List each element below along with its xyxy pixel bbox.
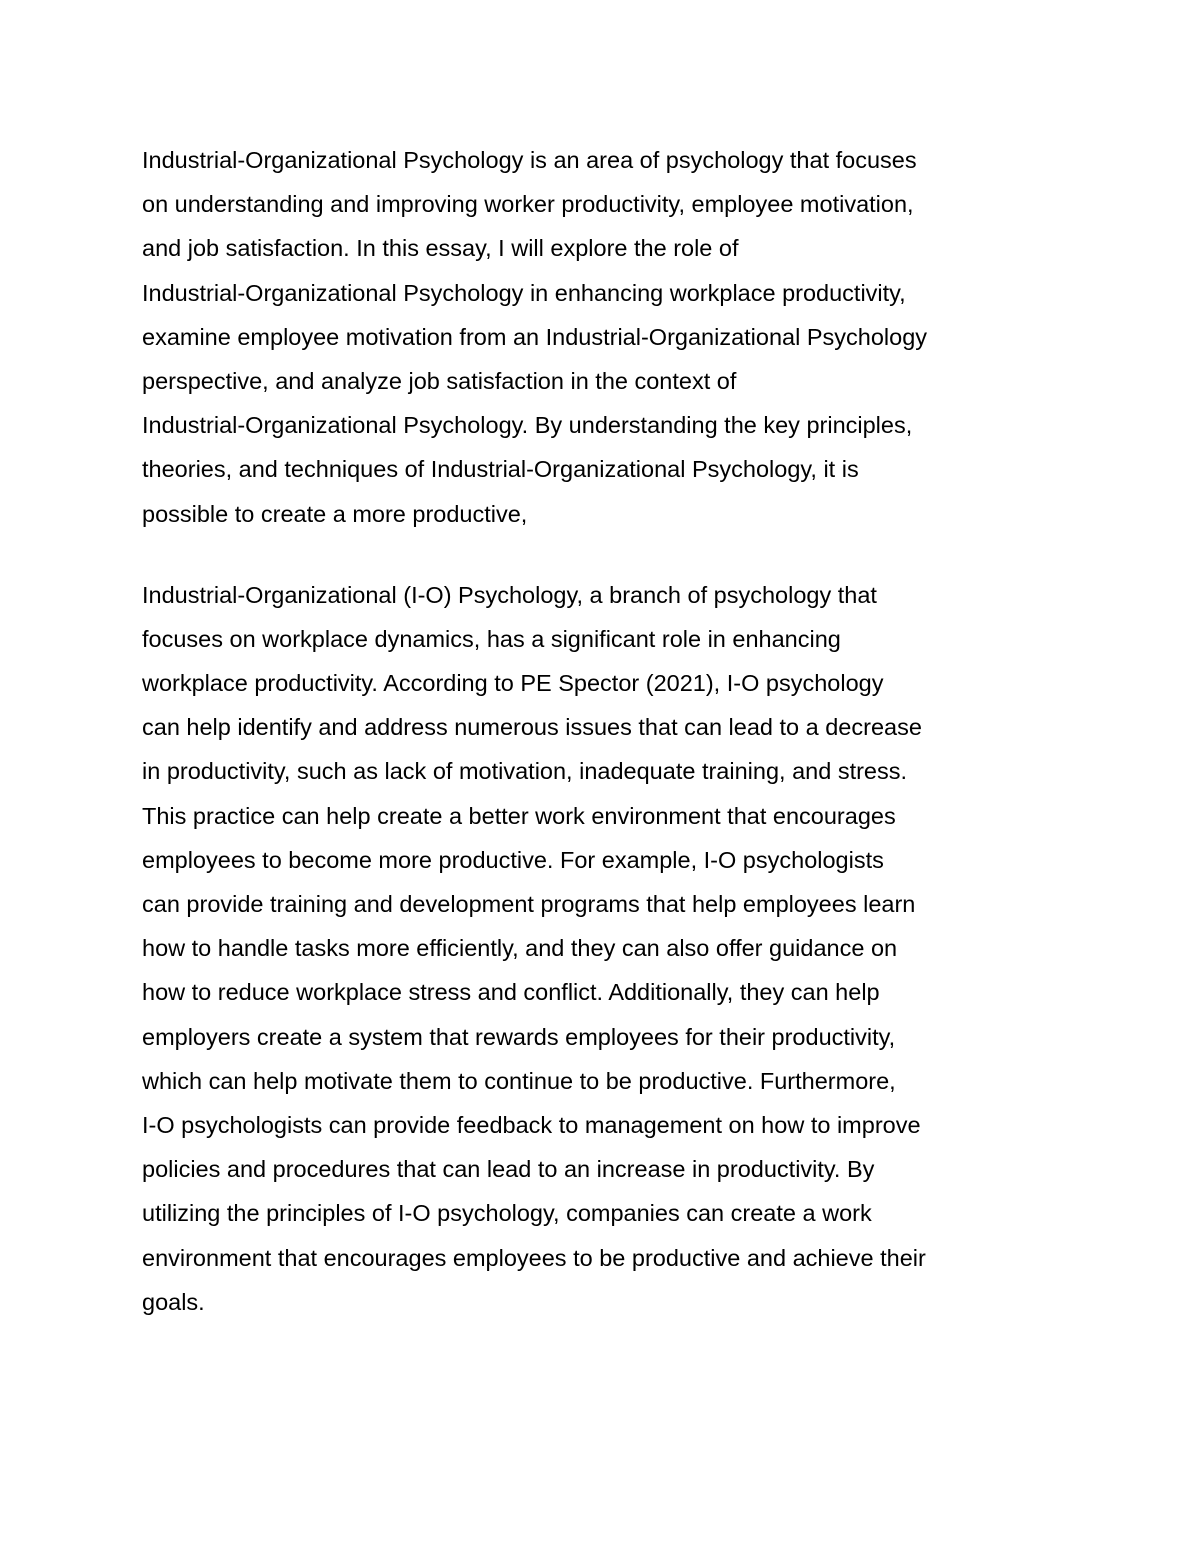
paragraph-productivity	[142, 573, 1072, 1324]
paragraph-line: on understanding and improving worker productivity, employee motivation,	[142, 191, 914, 218]
paragraph-line: Industrial-Organizational Psychology in enhancing workplace productivity,	[142, 279, 906, 306]
paragraph-line: employees to become more productive. For example, I-O psychologists	[142, 846, 884, 873]
paragraph-line: how to handle tasks more efficiently, and they can also offer guidance on	[142, 935, 898, 962]
paragraph-line: which can help motivate them to continue to be productive. Furthermore,	[142, 1067, 896, 1094]
paragraph-line: can help identify and address numerous issues that can lead to a decrease	[142, 714, 922, 741]
paragraph-line: and job satisfaction. In this essay, I will explore the role of	[142, 235, 739, 262]
paragraph-line: I-O psychologists can provide feedback to management on how to improve	[142, 1111, 921, 1138]
document-body	[142, 138, 1072, 1324]
paragraph-line: Industrial-Organizational Psychology. By understanding the key principles,	[142, 412, 913, 439]
paragraph-line: possible to create a more productive,	[142, 500, 528, 527]
paragraph-line: utilizing the principles of I-O psychology, companies can create a work	[142, 1200, 872, 1227]
paragraph-line: policies and procedures that can lead to an increase in productivity. By	[142, 1156, 875, 1183]
paragraph-line: can provide training and development programs that help employees learn	[142, 891, 916, 917]
paragraph-line: goals.	[142, 1288, 205, 1315]
paragraph-line: how to reduce workplace stress and conflict. Additionally, they can help	[142, 979, 880, 1006]
paragraph-line: employers create a system that rewards employees for their productivity,	[142, 1023, 896, 1050]
paragraph-line: environment that encourages employees to be productive and achieve their	[142, 1244, 926, 1271]
paragraph-line: examine employee motivation from an Industrial-Organizational Psychology	[142, 323, 928, 350]
paragraph-introduction	[142, 138, 1072, 536]
paragraph-line: in productivity, such as lack of motivation, inadequate training, and stress.	[142, 758, 908, 785]
paragraph-line: workplace productivity. According to PE Spector (2021), I-O psychology	[142, 670, 884, 697]
paragraph-line: Industrial-Organizational Psychology is an area of psychology that focuses	[142, 147, 917, 173]
paragraph-line: perspective, and analyze job satisfaction in the context of	[142, 367, 737, 394]
paragraph-line: theories, and techniques of Industrial-Organizational Psychology, it is	[142, 456, 859, 483]
paragraph-line: This practice can help create a better work environment that encourages	[142, 802, 896, 829]
paragraph-line: focuses on workplace dynamics, has a significant role in enhancing	[142, 625, 841, 652]
paragraph-line: Industrial-Organizational (I-O) Psychology, a branch of psychology that	[142, 581, 877, 608]
